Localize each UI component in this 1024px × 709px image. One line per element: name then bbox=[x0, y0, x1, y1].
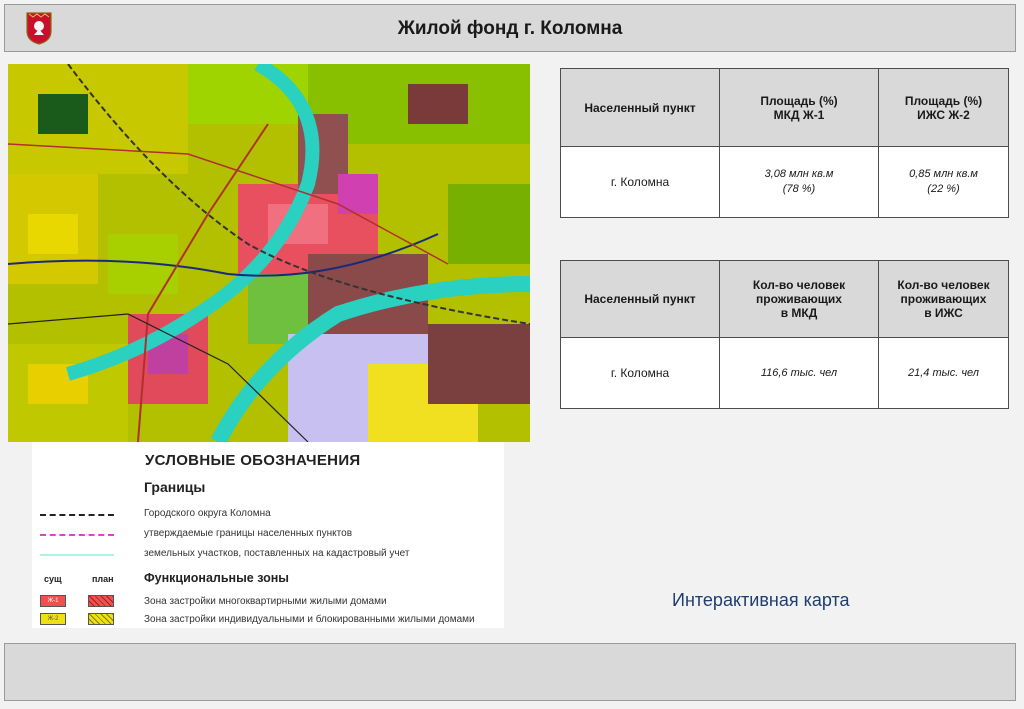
legend-line-cadastral bbox=[40, 554, 114, 556]
legend-border-label: утверждаемые границы населенных пунктов bbox=[144, 528, 353, 539]
table-cell-izhs: 21,4 тыс. чел bbox=[879, 338, 1009, 409]
table-header: Кол-во человек проживающих в ИЖС bbox=[879, 261, 1009, 338]
table-cell-place: г. Коломна bbox=[561, 147, 720, 218]
map-legend bbox=[32, 442, 504, 628]
legend-swatch-existing: Ж-2 bbox=[40, 613, 66, 625]
legend-zone-label: Зона застройки многоквартирными жилыми домами bbox=[144, 596, 387, 607]
table-header: Площадь (%) ИЖС Ж-2 bbox=[879, 69, 1009, 147]
map-graphic bbox=[8, 64, 530, 442]
legend-border-label: земельных участков, поставленных на кадастровый учет bbox=[144, 548, 410, 559]
legend-title: УСЛОВНЫЕ ОБОЗНАЧЕНИЯ bbox=[145, 452, 361, 469]
table-cell-place: г. Коломна bbox=[561, 338, 720, 409]
legend-line-district bbox=[40, 514, 114, 516]
area-table bbox=[560, 68, 1009, 218]
table-header: Площадь (%) МКД Ж-1 bbox=[720, 69, 879, 147]
table-cell-mkd: 116,6 тыс. чел bbox=[720, 338, 879, 409]
legend-swatch-existing: Ж-1 bbox=[40, 595, 66, 607]
table-header: Кол-во человек проживающих в МКД bbox=[720, 261, 879, 338]
footer-bar bbox=[4, 643, 1016, 701]
table-header: Населенный пункт bbox=[561, 69, 720, 147]
population-table bbox=[560, 260, 1009, 409]
legend-col-planned: план bbox=[92, 574, 114, 584]
page-title: Жилой фонд г. Коломна bbox=[397, 18, 623, 39]
interactive-map-link[interactable]: Интерактивная карта bbox=[672, 590, 850, 610]
legend-col-existing: сущ bbox=[44, 574, 62, 584]
legend-line-settlements bbox=[40, 534, 114, 536]
table-cell-izhs: 0,85 млн кв.м (22 %) bbox=[879, 147, 1009, 218]
legend-border-label: Городского округа Коломна bbox=[144, 508, 271, 519]
legend-zone-label: Зона застройки индивидуальными и блокированными жилыми домами bbox=[144, 614, 475, 625]
header-bar bbox=[4, 4, 1016, 52]
legend-borders-heading: Границы bbox=[144, 479, 206, 495]
zoning-map-image bbox=[8, 64, 530, 442]
table-cell-mkd: 3,08 млн кв.м (78 %) bbox=[720, 147, 879, 218]
legend-swatch-planned bbox=[88, 613, 114, 625]
legend-zones-heading: Функциональные зоны bbox=[144, 571, 289, 585]
legend-swatch-planned bbox=[88, 595, 114, 607]
table-header: Населенный пункт bbox=[561, 261, 720, 338]
